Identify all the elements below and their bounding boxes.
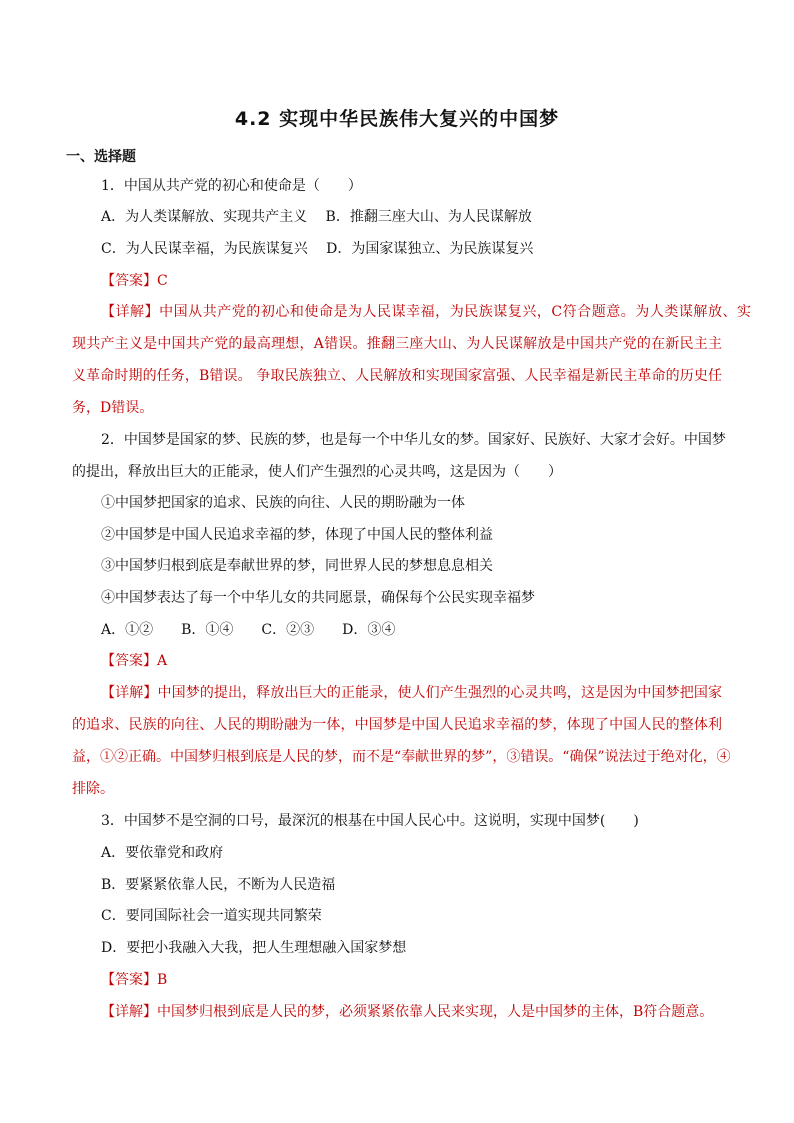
q2-detail-line: [101, 684, 722, 702]
q2-stem-line: 的提出，释放出巨大的正能录，使人们产生强烈的心灵共鸣，这是因为（ ）: [72, 464, 562, 480]
q2-detail-line: 排除。: [72, 781, 114, 797]
q2-item: ④中国梦表达了每一个中华儿女的共同愿景，确保每个公民实现幸福梦: [101, 590, 535, 606]
q1-detail-line: [101, 303, 751, 321]
detail-tag: 【详解】: [101, 1004, 157, 1020]
section-heading: 一、选择题: [66, 149, 136, 165]
q1-option-line: C．为人民谋幸福，为民族谋复兴 D．为国家谋独立、为民族谋复兴: [101, 241, 534, 257]
answer-value: C: [157, 273, 168, 289]
q3-answer: [101, 971, 167, 989]
q2-item: ①中国梦把国家的追求、民族的向往、人民的期盼融为一体: [101, 495, 465, 511]
q2-stem-line: 2．中国梦是国家的梦、民族的梦，也是每一个中华儿女的梦。国家好、民族好、大家才会好。中国梦: [101, 432, 726, 448]
answer-value: B: [157, 972, 168, 988]
answer-tag: 【答案】: [101, 653, 157, 669]
q3-detail-line: [101, 1003, 713, 1021]
q2-detail-line: 的追求、民族的向往、人民的期盼融为一体，中国梦是中国人民追求幸福的梦，体现了中国人民的整体利: [72, 717, 722, 733]
detail-text: 中国梦的提出，释放出巨大的正能录，使人们产生强烈的心灵共鸣，这是因为中国梦把国家: [157, 685, 723, 701]
q2-item: ③中国梦归根到底是奉献世界的梦，同世界人民的梦想息息相关: [101, 558, 493, 574]
q3-option: B．要紧紧依靠人民，不断为人民造福: [101, 877, 336, 893]
q2-detail-line: 益，①②正确。中国梦归根到底是人民的梦，而不是“奉献世界的梦”，③错误。“确保”说法过于绝对化，④: [72, 749, 731, 765]
detail-tag: 【详解】: [101, 685, 158, 701]
q1-option-line: A．为人类谋解放、实现共产主义 B．推翻三座大山、为人民谋解放: [101, 209, 532, 225]
answer-value: A: [157, 653, 168, 669]
q2-options: A．①② B．①④ C．②③ D．③④: [101, 622, 396, 638]
detail-tag: 【详解】: [101, 304, 160, 320]
q1-detail-line: 义革命时期的任务，B错误。 争取民族独立、人民解放和实现国家富强、人民幸福是新民主革命的历史任: [72, 368, 722, 384]
detail-text: 中国梦归根到底是人民的梦，必须紧紧依靠人民来实现，人是中国梦的主体，B符合题意。: [157, 1004, 714, 1020]
detail-text: 中国从共产党的初心和使命是为人民谋幸福，为民族谋复兴，C符合题意。为人类谋解放、实: [159, 304, 751, 320]
q2-answer: [101, 652, 167, 670]
q1-answer: [101, 272, 168, 290]
q2-item: ②中国梦是中国人民追求幸福的梦，体现了中国人民的整体利益: [101, 527, 493, 543]
q1-detail-line: 务，D错误。: [72, 400, 154, 416]
page-title: 4.2 实现中华民族伟大复兴的中国梦: [234, 108, 560, 130]
q3-option: D．要把小我融入大我，把人生理想融入国家梦想: [101, 940, 407, 956]
q1-detail-line: 现共产主义是中国共产党的最高理想，A错误。推翻三座大山、为人民谋解放是中国共产党的在新民主主: [72, 336, 722, 352]
answer-tag: 【答案】: [101, 972, 157, 988]
q3-stem: 3．中国梦不是空洞的口号，最深沉的根基在中国人民心中。这说明，实现中国梦( ): [101, 813, 639, 829]
q1-stem: 1．中国从共产党的初心和使命是（ ）: [101, 178, 362, 194]
q3-option: A．要依靠党和政府: [101, 845, 224, 861]
answer-tag: 【答案】: [101, 273, 157, 289]
q3-option: C．要同国际社会一道实现共同繁荣: [101, 908, 322, 924]
